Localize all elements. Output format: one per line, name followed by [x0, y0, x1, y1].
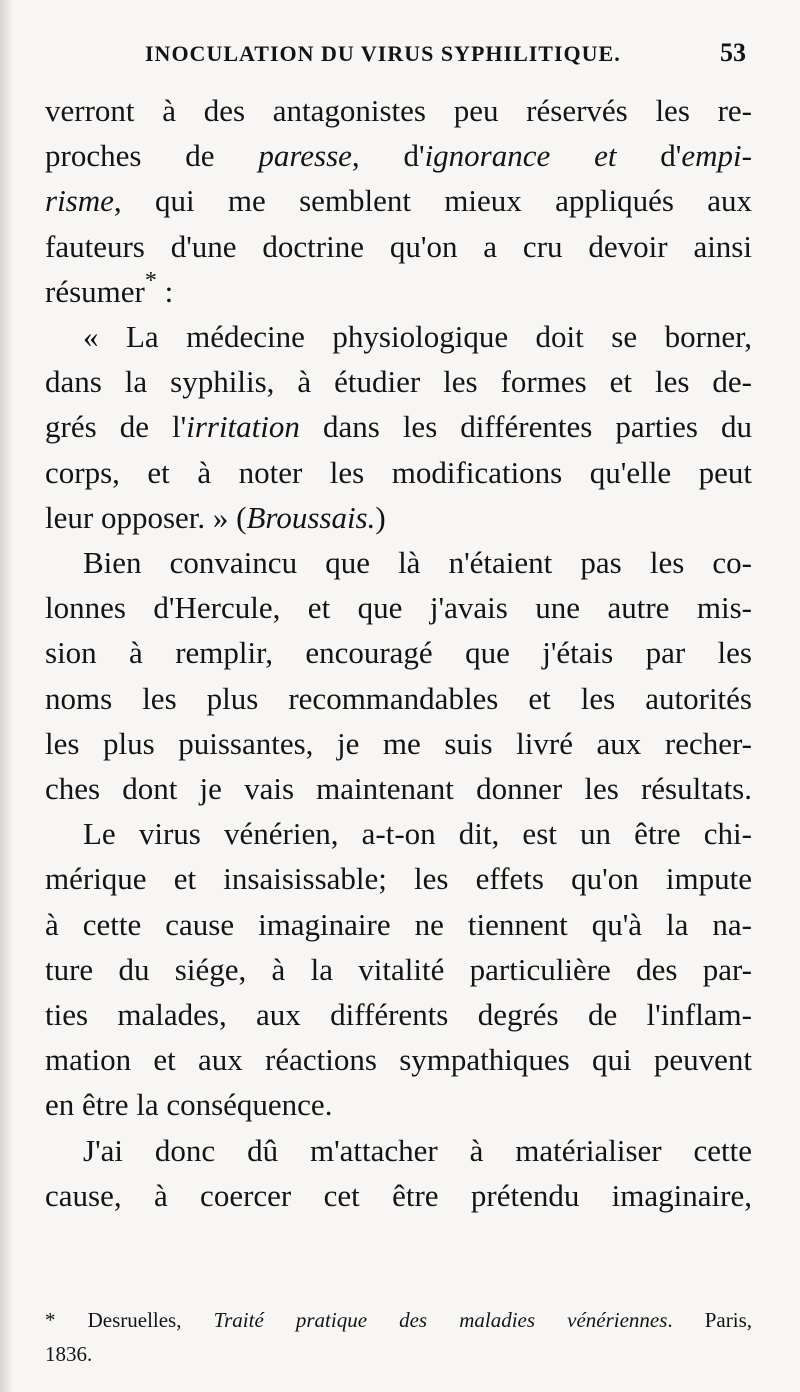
footnote-line: 1836. — [45, 1342, 93, 1366]
running-title: INOCULATION DU VIRUS SYPHILITIQUE. — [145, 41, 621, 66]
page-number: 53 — [720, 38, 746, 67]
text-line: sion à remplir, encouragé que j'étais par les — [45, 635, 752, 671]
text-line: ches dont je vais maintenant donner les résultats. — [45, 771, 752, 807]
text-line: mérique et insaisissable; les effets qu'on impute — [45, 861, 752, 897]
text-line: dans la syphilis, à étudier les formes et les de- — [45, 364, 752, 400]
text-line: « La médecine physiologique doit se borner, — [83, 319, 752, 355]
footnote — [45, 1303, 752, 1371]
text-line: cause, à coercer cet être prétendu imaginaire, — [45, 1177, 752, 1213]
page-header — [45, 38, 752, 88]
paragraph — [45, 314, 752, 540]
paragraph — [45, 811, 752, 1127]
footnote-mark: * — [45, 1308, 56, 1332]
footnote-reference[interactable]: * — [144, 267, 157, 294]
paragraph — [45, 540, 752, 811]
text-line: ties malades, aux différents degrés de l'inflam- — [45, 997, 752, 1033]
body-text — [45, 88, 752, 1218]
text-line: leur opposer. » (Broussais.) — [45, 499, 386, 535]
text-line: grés de l'irritation dans les différentes parties du — [45, 409, 752, 445]
text-line: J'ai donc dû m'attacher à matérialiser cette — [83, 1132, 752, 1168]
text-line: à cette cause imaginaire ne tiennent qu'à la na- — [45, 906, 752, 942]
text-line: mation et aux réactions sympathiques qui peuvent — [45, 1042, 752, 1078]
text-line: en être la conséquence. — [45, 1087, 333, 1123]
text-line: fauteurs d'une doctrine qu'on a cru devoir ainsi — [45, 228, 752, 264]
paragraph — [45, 1128, 752, 1218]
text-line: les plus puissantes, je me suis livré aux recher- — [45, 725, 752, 761]
text-line: ture du siége, à la vitalité particulière des par- — [45, 951, 752, 987]
text-line: verront à des antagonistes peu réservés les re- — [45, 93, 752, 128]
text-line: risme, qui me semblent mieux appliqués aux — [45, 183, 752, 219]
paragraph — [45, 88, 752, 314]
text-line: Le virus vénérien, a-t-on dit, est un être chi- — [83, 816, 752, 852]
text-line: lonnes d'Hercule, et que j'avais une autre mis- — [45, 590, 752, 626]
text-line: noms les plus recommandables et les autorités — [45, 680, 752, 716]
text-line: résumer* : — [45, 267, 174, 309]
text-line: proches de paresse, d'ignorance et d'empi- — [45, 138, 752, 174]
page-gutter-shadow — [0, 0, 14, 1392]
text-line: Bien convaincu que là n'étaient pas les co- — [83, 545, 752, 581]
text-line: corps, et à noter les modifications qu'elle peut — [45, 454, 752, 490]
footnote-line: * Desruelles, Traité pratique des maladies vénériennes. Paris, — [45, 1308, 752, 1332]
